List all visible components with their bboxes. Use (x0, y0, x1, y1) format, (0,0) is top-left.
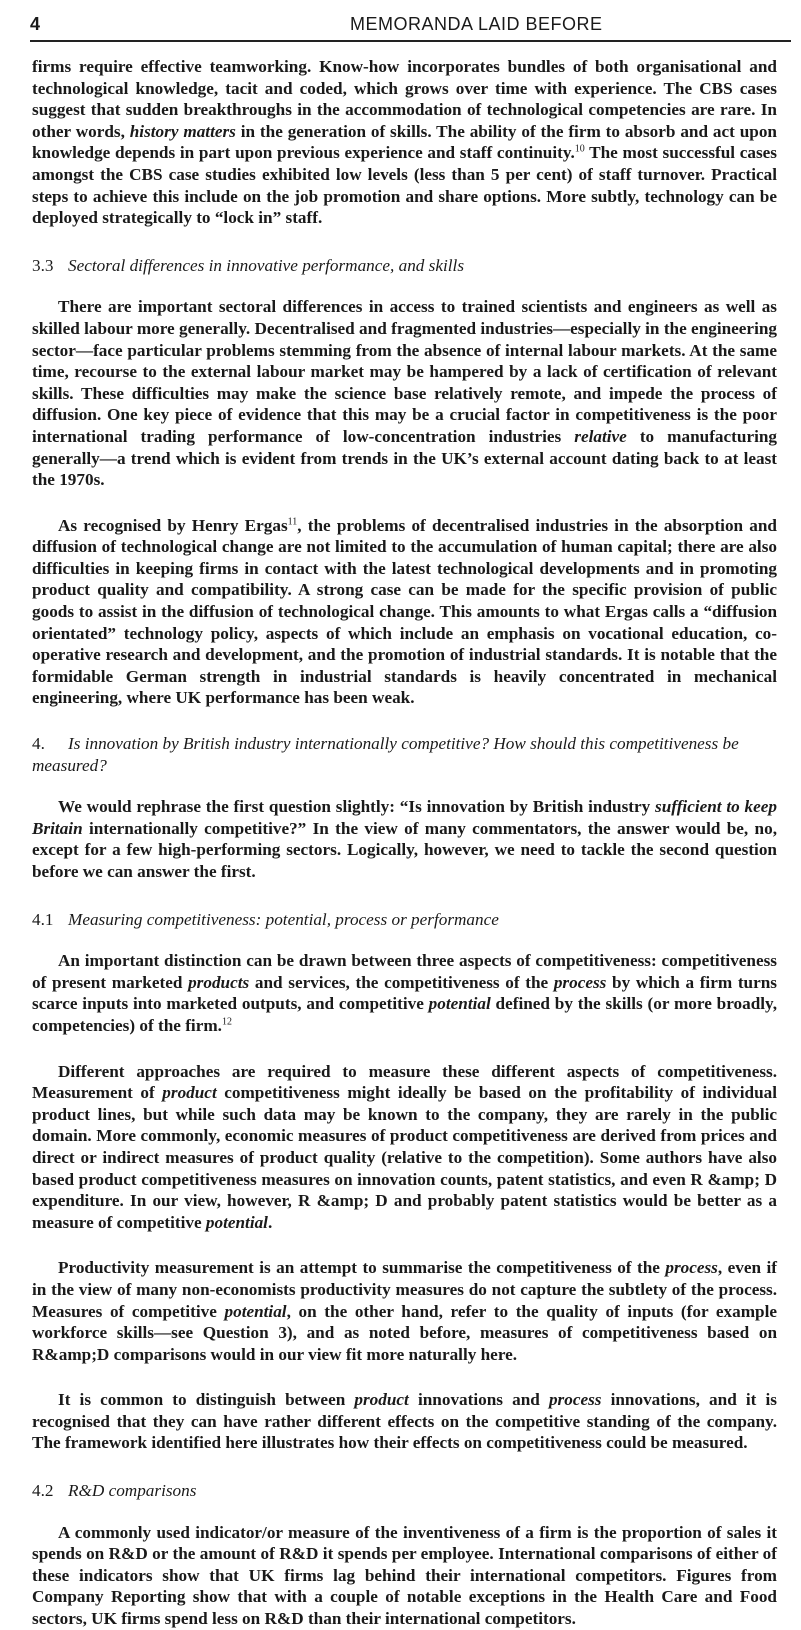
paragraph-sectoral-differences: There are important sectoral differences in access to trained scientists and engineers as well as skilled labour more generally. Decentralised and fragmented industries—especially in the engineering sector—face particular problems stemming from the absence of internal labour markets. At the same time, recourse to the external labour market may be hampered by a lack of certification of relevant skills. These difficulties may make the science base relatively remote, and impede the process of diffusion. One key piece of evidence that this may be a crucial factor in competitiveness is the poor international trading performance of low-concentration industries relative to manufacturing generally—a trend which is evident from trends in the UK’s external account dating back to at least the 1970s. (32, 297, 777, 490)
page-body (32, 56, 777, 1630)
running-title: MEMORANDA LAID BEFORE (350, 14, 603, 34)
section-heading-4-1: 4.1 Measuring competitiveness: potential, process or performance (32, 909, 499, 929)
paragraph-rd-indicators: A commonly used indicator/or measure of the inventiveness of a firm is the proportion of sales it spends on R&D or the amount of R&D it spends per employee. International comparisons of either of these indicators show that UK firms lag behind their international competitors. Figures from Company Reporting show that with a couple of notable exceptions in the Health Care and Food sectors, UK firms spend less on R&D than their international competitors. (32, 1522, 777, 1629)
footnote-ref-10: 10 (574, 143, 585, 155)
footnote-ref-11: 11 (287, 515, 298, 527)
running-header (30, 14, 781, 38)
section-heading-4: 4. Is innovation by British industry internationally competitive? How should this competitiveness be measured? (32, 734, 739, 775)
paragraph-ergas: As recognised by Henry Ergas$^{11}$, the problems of decentralised industries in the absorption and diffusion of technological change are not limited to the accumulation of human capital; there are also difficulties in keeping firms in contact with the latest technological developments and in promoting product quality and compatibility. A strong case can be made for the specific provision of public goods to assist in the diffusion of technological change. This amounts to what Ergas calls a “diffusion orientated” technology policy, aspects of which include an emphasis on vocational education, co-operative research and development, and the promotion of industrial standards. It is notable that the formidable German strength in industrial standards is heavily concentrated in mechanical engineering, where UK performance has been weak. (32, 515, 777, 708)
paragraph-different-approaches: Different approaches are required to measure these different aspects of competitiveness. Measurement of product competitiveness might ideally be based on the profitability of individual product lines, but while such data may be known to the company, they are rarely in the public domain. More commonly, economic measures of product competitiveness are derived from prices and direct or indirect measures of product quality (relative to the competition). Some authors have also based product competitiveness measures on innovation counts, patent statistics, and even R &amp; D expenditure. In our view, however, R &amp; D and probably patent statistics would be better as a measure of competitive potential. (32, 1061, 777, 1232)
section-heading-3-3: 3.3 Sectoral differences in innovative performance, and skills (32, 255, 465, 275)
paragraph-teamworking: firms require effective teamworking. Know-how incorporates bundles of both organisational and technological knowledge, tacit and coded, which grows over time with experience. The CBS cases suggest that sudden breakthroughs in the accommodation of technological competencies are rare. In other words, history matters in the generation of skills. The ability of the firm to absorb and act upon knowledge depends in part upon previous experience and staff continuity.$^{10}$ The most successful cases amongst the CBS case studies exhibited low levels (less than 5 per cent) of staff turnover. Practical steps to achieve this include on the job promotion and share options. More subtly, technology can be deployed strategically to “lock in” staff. (32, 57, 777, 228)
paragraph-rephrase-question: We would rephrase the first question slightly: “Is innovation by British industry sufficient to keep Britain internationally competitive?” In the view of many commentators, the answer would be, no, except for a few high-performing sectors. Logically, however, we need to tackle the second question before we can answer the first. (32, 797, 777, 881)
footnote-ref-12: 12 (221, 1016, 232, 1028)
header-rule (30, 40, 791, 42)
page-number: 4 (30, 14, 41, 34)
section-heading-4-2: 4.2 R&D comparisons (32, 1481, 197, 1501)
paragraph-three-aspects: An important distinction can be drawn between three aspects of competitiveness: competitiveness of present marketed products and services, the competitiveness of the process by which a firm turns scarce inputs into marketed outputs, and competitive potential defined by the skills (or more broadly, competencies) of the firm.$^{12}$ (32, 951, 777, 1035)
paragraph-product-process: It is common to distinguish between product innovations and process innovations, and it is recognised that they can have rather different effects on the competitive standing of the company. The framework identified here illustrates how their effects on competitiveness could be measured. (32, 1390, 777, 1453)
paragraph-productivity: Productivity measurement is an attempt to summarise the competitiveness of the process, even if in the view of many non-economists productivity measures do not capture the subtlety of the process. Measures of competitive potential, on the other hand, refer to the quality of inputs (for example workforce skills—see Question 3), and as noted before, measures of competitiveness based on R&amp;D comparisons would in our view fit more naturally here. (32, 1258, 778, 1364)
